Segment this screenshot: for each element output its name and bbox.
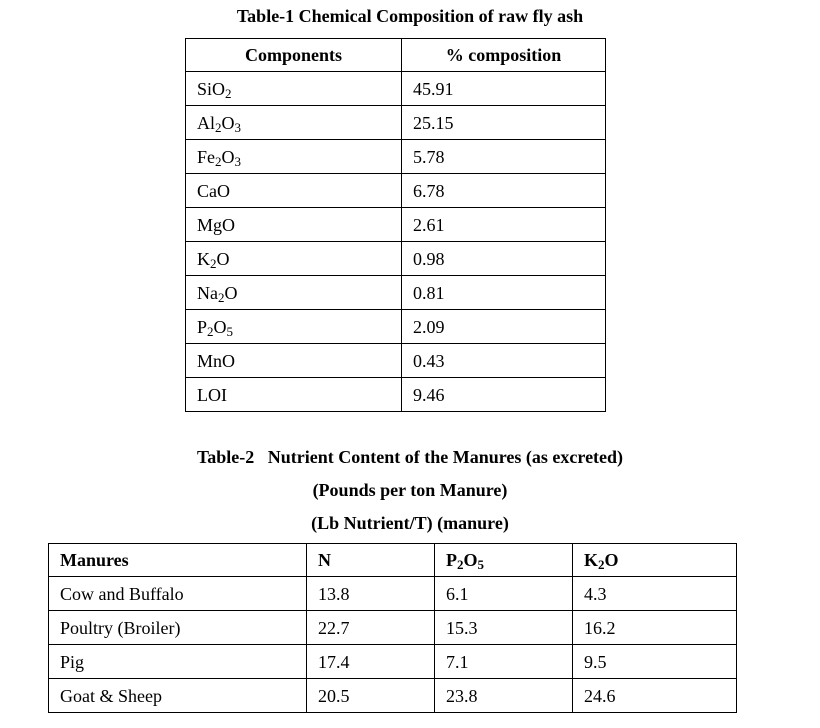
k2o-header: $K_2O$ [573,544,737,577]
component-cell: MgO [186,208,402,242]
k2o-cell: 16.2 [573,611,737,645]
manure-cell: Cow and Buffalo [49,577,307,611]
k2o-cell: 9.5 [573,645,737,679]
component-cell: $P_2O_5$ [186,310,402,344]
component-cell: $Al_2O_3$ [186,106,402,140]
table1-caption: Table-1 Chemical Composition of raw fly ash [236,6,584,26]
table-row [186,174,606,208]
composition-cell: 5.78 [402,140,606,174]
composition-cell: 45.91 [402,72,606,106]
manure-nutrient-table [48,543,737,713]
table-row [186,72,606,106]
composition-cell: 0.81 [402,276,606,310]
n-cell: 20.5 [307,679,435,713]
composition-cell: 25.15 [402,106,606,140]
table-header-row [186,39,606,72]
manure-cell: Goat & Sheep [49,679,307,713]
table-header-row [49,544,737,577]
n-header: N [307,544,435,577]
composition-cell: 2.09 [402,310,606,344]
p2o5-cell: 6.1 [435,577,573,611]
p2o5-header: $P_2O_5$ [435,544,573,577]
table-row [49,611,737,645]
table-row [49,679,737,713]
manure-cell: Poultry (Broiler) [49,611,307,645]
table-row [49,645,737,679]
table-row [186,106,606,140]
table2-subcaption-units: (Pounds per ton Manure) [312,480,508,500]
p2o5-cell: 23.8 [435,679,573,713]
n-cell: 13.8 [307,577,435,611]
component-cell: SiO$_2$ [186,72,402,106]
fly-ash-composition-table [185,38,606,412]
table2-caption: Table-2 Nutrient Content of the Manures (as excreted) [196,447,624,467]
components-header: Components [186,39,402,72]
p2o5-cell: 15.3 [435,611,573,645]
composition-cell: 2.61 [402,208,606,242]
composition-cell: 6.78 [402,174,606,208]
manures-header: Manures [49,544,307,577]
table-row [49,577,737,611]
component-cell: $Fe_2O_3$ [186,140,402,174]
p2o5-cell: 7.1 [435,645,573,679]
k2o-cell: 4.3 [573,577,737,611]
component-cell: MnO [186,344,402,378]
n-cell: 17.4 [307,645,435,679]
component-cell: CaO [186,174,402,208]
table-row [186,140,606,174]
k2o-cell: 24.6 [573,679,737,713]
composition-header: % composition [402,39,606,72]
component-cell: $K_2O$ [186,242,402,276]
composition-cell: 0.98 [402,242,606,276]
component-cell: LOI [186,378,402,412]
table-row [186,310,606,344]
component-cell: $Na_2O$ [186,276,402,310]
table-row [186,208,606,242]
table-row [186,344,606,378]
composition-cell: 9.46 [402,378,606,412]
n-cell: 22.7 [307,611,435,645]
table-row [186,378,606,412]
manure-cell: Pig [49,645,307,679]
composition-cell: 0.43 [402,344,606,378]
table2-subcaption-nutrient: (Lb Nutrient/T) (manure) [311,513,509,533]
table-row [186,242,606,276]
table-row [186,276,606,310]
